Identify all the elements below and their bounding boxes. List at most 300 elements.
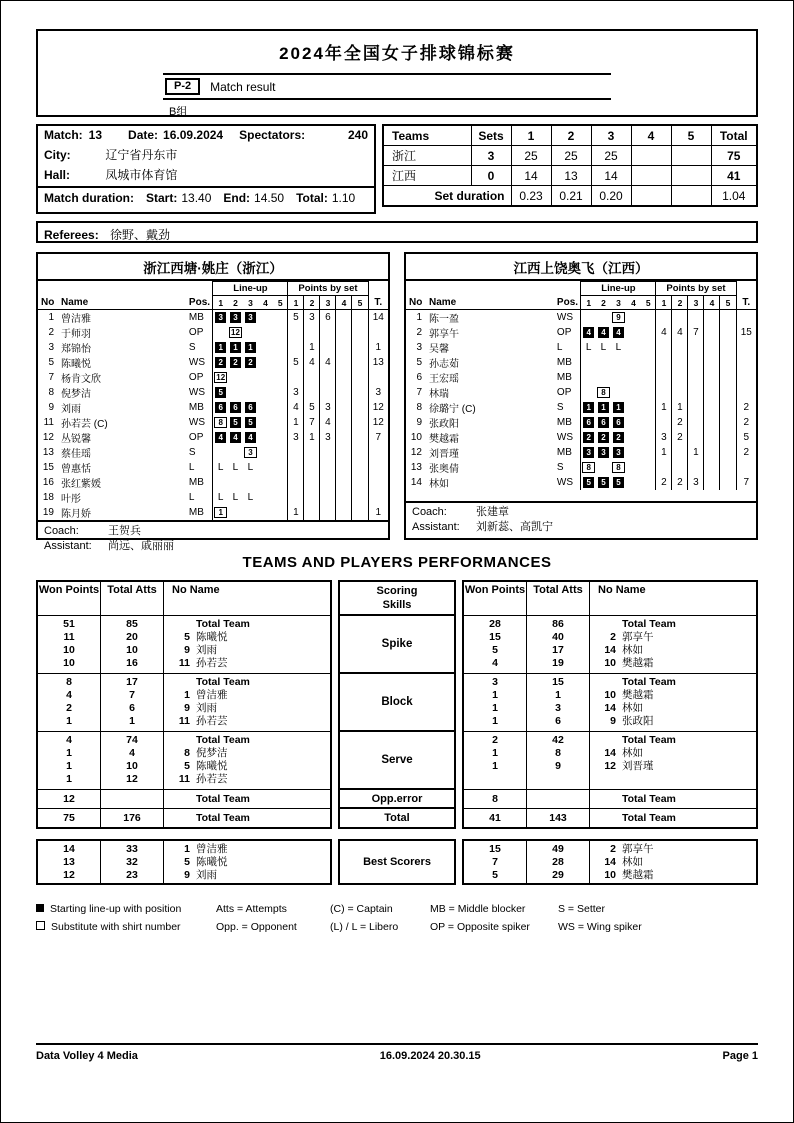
total-row	[464, 809, 756, 827]
coach-section	[38, 520, 388, 557]
total-atts-value	[101, 792, 163, 807]
player-row	[406, 445, 756, 460]
player-ref	[164, 715, 330, 728]
points-cell	[304, 385, 320, 400]
total-atts-value: 40	[552, 631, 564, 643]
points-cell	[704, 430, 720, 445]
total-atts-value: 7	[129, 689, 135, 701]
total-atts-value: 4	[129, 747, 135, 759]
lineup-start-box: 3	[583, 447, 594, 458]
player-ref-number: 10	[604, 689, 616, 701]
player-position: MB	[556, 357, 572, 368]
player-row	[406, 340, 756, 355]
player-ref	[590, 811, 756, 826]
player-number: 7	[48, 372, 54, 383]
player-ref-name: 孙若芸	[196, 657, 228, 669]
points-cell: 3	[304, 310, 320, 326]
player-row	[38, 460, 388, 475]
results-team-row	[383, 146, 757, 166]
points-cell: 4	[672, 325, 688, 340]
won-points-col	[464, 732, 527, 789]
points-cell	[352, 325, 368, 340]
lineup-cell	[258, 415, 273, 430]
player-row	[38, 415, 388, 430]
points-group-header: Points by set	[288, 282, 368, 296]
player-number: 6	[416, 372, 422, 383]
points-set-header: 1	[288, 296, 304, 310]
player-position: WS	[188, 387, 206, 398]
footer-timestamp: 16.09.2024 20.30.15	[379, 1050, 481, 1062]
lineup-cell	[228, 400, 243, 415]
legend-text: MB = Middle blocker	[430, 903, 526, 915]
lineup-start-box: 6	[215, 402, 226, 413]
player-number: 3	[48, 342, 54, 353]
best-scorers-table	[462, 839, 758, 885]
tournament-title: 2024年全国女子排球锦标赛	[279, 44, 515, 63]
points-cell	[672, 340, 688, 355]
lineup-cell	[641, 400, 656, 415]
lineup-cell	[641, 340, 656, 355]
points-cell	[288, 340, 304, 355]
set-duration-cell: 0.21	[551, 186, 591, 207]
player-ref-number	[164, 676, 190, 689]
won-points-col	[464, 809, 527, 827]
player-ref-number	[590, 618, 616, 631]
points-cell: 1	[288, 505, 304, 520]
lineup-cell	[258, 490, 273, 505]
player-ref-name: 陈曦悦	[196, 760, 228, 772]
lineup-start-box: 6	[613, 417, 624, 428]
performance-table	[36, 580, 332, 829]
player-ref-name: 林如	[622, 747, 643, 759]
player-number: 8	[48, 387, 54, 398]
lineup-cell	[273, 475, 288, 490]
player-number: 8	[416, 402, 422, 413]
points-cell: 3	[320, 430, 336, 445]
lineup-set-header: 3	[611, 296, 626, 310]
points-cell	[672, 370, 688, 385]
points-cell: 1	[656, 445, 672, 460]
points-cell: 1	[672, 400, 688, 415]
lineup-cell	[213, 355, 228, 370]
total-atts-col	[527, 616, 590, 673]
total-atts-col	[527, 809, 590, 827]
player-row	[406, 310, 756, 326]
lineup-cell	[641, 430, 656, 445]
match-label: Match:	[44, 128, 83, 142]
player-ref-name: 樊越霜	[622, 869, 654, 881]
lineup-cell	[641, 385, 656, 400]
won-points-value: 1	[66, 715, 72, 727]
player-position: S	[556, 402, 564, 413]
won-points-value: 2	[66, 702, 72, 714]
points-cell: 1	[304, 430, 320, 445]
results-header-cell: 4	[631, 125, 671, 146]
player-row	[406, 415, 756, 430]
player-ref	[164, 676, 330, 689]
player-row	[406, 370, 756, 385]
total-atts-col	[527, 674, 590, 731]
lineup-cell: L	[232, 462, 239, 473]
won-points-header: Won Points	[38, 582, 101, 615]
lineup-cell	[626, 370, 641, 385]
lineup-cell	[258, 430, 273, 445]
opp-error-row	[464, 790, 756, 809]
lineup-cell	[243, 370, 258, 385]
player-name: 陈曦悦	[61, 359, 91, 370]
points-total-cell: 7	[736, 475, 756, 490]
player-number: 12	[410, 447, 422, 458]
player-ref-number: 11	[178, 657, 190, 669]
player-row	[38, 355, 388, 370]
lineup-cell	[626, 475, 641, 490]
lineup-start-box: 5	[583, 477, 594, 488]
legend-text: OP = Opposite spiker	[430, 921, 530, 933]
no-name-col	[590, 732, 756, 789]
player-ref-name: 林如	[622, 644, 643, 656]
sets-won-cell: 3	[471, 146, 511, 166]
points-cell	[288, 325, 304, 340]
won-points-value: 7	[492, 856, 498, 868]
lineup-cell	[228, 415, 243, 430]
points-cell: 2	[672, 430, 688, 445]
player-ref-number: 14	[604, 856, 616, 868]
lineup-cell	[273, 385, 288, 400]
match-info-hall-row	[38, 166, 374, 186]
total-atts-value: 12	[126, 773, 138, 785]
points-cell	[688, 430, 704, 445]
lineup-cell	[641, 415, 656, 430]
player-ref-name: Total Team	[622, 618, 676, 630]
lineup-cell	[273, 445, 288, 460]
player-name: 蔡佳瑶	[61, 449, 91, 460]
player-number: 14	[410, 477, 422, 488]
player-row	[38, 400, 388, 415]
match-summary-row	[36, 124, 758, 214]
won-points-col	[464, 616, 527, 673]
player-position: OP	[188, 372, 204, 383]
col-name-header: Name	[426, 296, 555, 310]
total-atts-value: 143	[549, 812, 567, 824]
total-atts-value: 74	[126, 734, 138, 746]
col-name-header: Name	[58, 296, 187, 310]
total-atts-value: 10	[126, 760, 138, 772]
points-cell	[704, 355, 720, 370]
points-set-header: 5	[720, 296, 736, 310]
legend-text: Opp. = Opponent	[216, 921, 297, 933]
won-points-value: 1	[492, 760, 498, 772]
no-name-col	[590, 674, 756, 731]
points-cell	[336, 310, 352, 326]
total-atts-value: 10	[126, 644, 138, 656]
total-atts-col	[101, 732, 164, 789]
total-atts-value: 9	[555, 760, 561, 772]
end-label: End:	[223, 191, 251, 205]
points-set-header: 1	[656, 296, 672, 310]
points-cell	[352, 505, 368, 520]
lineup-start-box: 3	[245, 312, 256, 323]
points-cell: 2	[672, 415, 688, 430]
points-cell	[288, 490, 304, 505]
player-row	[406, 355, 756, 370]
points-cell	[688, 460, 704, 475]
page-footer	[36, 1043, 758, 1062]
player-ref	[590, 856, 756, 869]
points-cell: 6	[320, 310, 336, 326]
no-name-col	[590, 616, 756, 673]
title-box	[36, 29, 758, 117]
results-header-cell: 5	[671, 125, 711, 146]
points-cell	[688, 415, 704, 430]
lineup-start-box: 4	[215, 432, 226, 443]
total-atts-value: 17	[126, 676, 138, 688]
player-position: OP	[556, 327, 572, 338]
total-atts-value: 23	[126, 869, 138, 881]
player-ref-name: 张政阳	[622, 715, 654, 727]
set-duration-cell: 0.20	[591, 186, 631, 207]
player-ref-name: 孙若芸	[196, 773, 228, 785]
set-points-cell	[671, 146, 711, 166]
total-atts-value: 1	[555, 689, 561, 701]
player-row	[38, 340, 388, 355]
player-ref-number: 11	[178, 773, 190, 785]
report-code: P-2	[165, 78, 200, 95]
player-ref-name: 倪梦洁	[196, 747, 228, 759]
lineup-cell	[228, 430, 243, 445]
player-name: 孙志茹	[429, 359, 459, 370]
player-name: 刘雨	[61, 404, 81, 415]
total-atts-col	[527, 790, 590, 808]
player-name: 吴馨	[429, 344, 449, 355]
points-total-cell: 5	[736, 430, 756, 445]
player-row	[38, 310, 388, 326]
set-points-cell: 14	[511, 166, 551, 186]
points-cell	[352, 460, 368, 475]
lineup-start-box: 1	[215, 342, 226, 353]
lineup-cell	[641, 325, 656, 340]
points-cell: 7	[304, 415, 320, 430]
referees-label: Referees:	[44, 228, 99, 242]
points-set-header: 2	[304, 296, 320, 310]
points-cell	[720, 415, 736, 430]
player-number: 13	[410, 462, 422, 473]
lineup-cell	[611, 355, 626, 370]
player-position: OP	[556, 387, 572, 398]
skill-group-spike	[38, 616, 330, 674]
points-cell	[336, 430, 352, 445]
player-ref-number: 9	[610, 715, 616, 727]
points-cell	[672, 460, 688, 475]
lineup-cell	[596, 445, 611, 460]
lineup-start-box: 3	[598, 447, 609, 458]
points-cell	[336, 505, 352, 520]
points-total-cell: 2	[736, 445, 756, 460]
player-ref-name: 刘雨	[196, 702, 217, 714]
player-ref-number: 1	[184, 843, 190, 855]
player-ref	[164, 657, 330, 670]
player-name: 曾惠恬	[61, 464, 91, 475]
lineup-cell	[228, 370, 243, 385]
city-value: 辽宁省丹东市	[105, 148, 178, 162]
lineup-cell	[258, 445, 273, 460]
won-points-value: 1	[492, 747, 498, 759]
lineup-start-box: 6	[583, 417, 594, 428]
lineup-set-header: 1	[213, 296, 228, 310]
skill-group-block	[464, 674, 756, 732]
points-cell	[352, 310, 368, 326]
coach-name: 王贺兵	[108, 525, 141, 537]
lineup-cell	[243, 355, 258, 370]
lineup-cell	[243, 310, 258, 326]
player-ref	[590, 792, 756, 807]
lineup-cell	[213, 385, 228, 400]
referees-box	[36, 221, 758, 243]
player-ref-name: 陈曦悦	[196, 856, 228, 868]
player-ref-name: Total Team	[196, 793, 250, 805]
won-points-value: 10	[63, 657, 75, 669]
lineup-cell	[626, 445, 641, 460]
points-cell	[656, 310, 672, 326]
total-atts-value: 42	[552, 734, 564, 746]
player-name: 刘晋瑾	[429, 449, 459, 460]
lineup-cell	[243, 445, 258, 460]
roster-table-wrap	[406, 281, 756, 501]
lineup-start-box: 1	[613, 402, 624, 413]
lineup-start-box: 1	[598, 402, 609, 413]
total-atts-value: 86	[552, 618, 564, 630]
points-cell	[352, 475, 368, 490]
points-cell: 5	[304, 400, 320, 415]
points-cell	[320, 490, 336, 505]
player-ref-number: 12	[604, 760, 616, 772]
lineup-sub-box: 8	[582, 462, 595, 473]
lineup-cell	[641, 355, 656, 370]
scoring-skills-header: Scoring Skills	[338, 580, 456, 616]
lineup-cell	[596, 400, 611, 415]
player-number: 1	[416, 312, 422, 323]
player-ref-number: 14	[604, 702, 616, 714]
player-name: 陈一盈	[429, 314, 459, 325]
won-points-value: 4	[66, 689, 72, 701]
sets-won-cell: 0	[471, 166, 511, 186]
points-total-cell: 15	[736, 325, 756, 340]
player-ref	[590, 715, 756, 728]
points-cell	[320, 460, 336, 475]
player-position: S	[188, 342, 196, 353]
points-cell	[336, 370, 352, 385]
points-cell	[720, 445, 736, 460]
total-atts-value: 85	[126, 618, 138, 630]
lineup-cell	[213, 325, 228, 340]
points-total-cell: 2	[736, 415, 756, 430]
lineup-sub-box: 8	[597, 387, 610, 398]
lineup-cell: L	[232, 492, 239, 503]
assistant-row	[44, 539, 382, 554]
points-cell	[336, 415, 352, 430]
player-ref	[164, 631, 330, 644]
results-header-row	[383, 125, 757, 146]
points-cell: 4	[288, 400, 304, 415]
player-ref-number: 10	[604, 657, 616, 669]
points-cell	[336, 385, 352, 400]
lineup-cell	[258, 310, 273, 326]
player-ref	[164, 869, 330, 882]
filled-square-icon	[36, 904, 44, 912]
won-points-value: 13	[63, 856, 75, 868]
lineup-set-header: 4	[258, 296, 273, 310]
set-points-cell: 25	[511, 146, 551, 166]
player-number: 5	[48, 357, 54, 368]
set-points-cell	[671, 166, 711, 186]
points-cell: 4	[304, 355, 320, 370]
lineup-start-box: 6	[230, 402, 241, 413]
lineup-cell	[581, 310, 596, 326]
legend-item	[36, 903, 216, 915]
total-atts-value: 1	[129, 715, 135, 727]
lineup-cell	[228, 505, 243, 520]
performance-table-header	[38, 582, 330, 616]
won-points-value: 4	[492, 657, 498, 669]
legend-text: S = Setter	[558, 903, 605, 915]
lineup-cell: L	[213, 460, 228, 475]
legend	[36, 903, 758, 933]
player-number: 2	[48, 327, 54, 338]
player-row	[406, 385, 756, 400]
won-points-value: 10	[63, 644, 75, 656]
lineup-cell	[626, 385, 641, 400]
player-ref-number: 10	[604, 869, 616, 881]
coach-row	[412, 505, 750, 520]
player-ref-number: 1	[184, 689, 190, 701]
points-cell	[288, 445, 304, 460]
player-ref-number: 5	[184, 760, 190, 772]
points-cell	[672, 310, 688, 326]
player-ref-name: 樊越霜	[622, 689, 654, 701]
points-cell	[688, 385, 704, 400]
lineup-start-box: 5	[613, 477, 624, 488]
lineup-start-box: 5	[215, 387, 226, 398]
points-cell	[720, 475, 736, 490]
player-ref-name: Total Team	[196, 812, 250, 824]
results-header-cell: Teams	[383, 125, 471, 146]
player-row	[406, 460, 756, 475]
points-cell	[720, 400, 736, 415]
points-cell	[320, 385, 336, 400]
lineup-cell	[626, 430, 641, 445]
player-ref	[164, 792, 330, 807]
points-cell	[656, 340, 672, 355]
won-points-value: 51	[63, 618, 75, 630]
player-ref-number	[164, 811, 190, 826]
player-name: 杨肯文欣	[61, 374, 101, 385]
total-atts-value: 32	[126, 856, 138, 868]
total-atts-value: 15	[552, 676, 564, 688]
points-cell	[320, 325, 336, 340]
player-ref-name: Total Team	[622, 676, 676, 688]
player-number: 9	[416, 417, 422, 428]
report-subheader	[163, 73, 611, 119]
player-name: 张红紫媛	[61, 479, 101, 490]
lineup-start-box: 6	[598, 417, 609, 428]
roster-empty-header	[406, 282, 581, 296]
lineup-cell: L	[247, 462, 254, 473]
total-label: Total:	[296, 191, 328, 205]
points-cell: 1	[288, 415, 304, 430]
set-duration-total: 1.04	[711, 186, 757, 207]
skill-block-label: Block	[338, 672, 456, 732]
won-points-header: Won Points	[464, 582, 527, 615]
points-cell	[336, 475, 352, 490]
